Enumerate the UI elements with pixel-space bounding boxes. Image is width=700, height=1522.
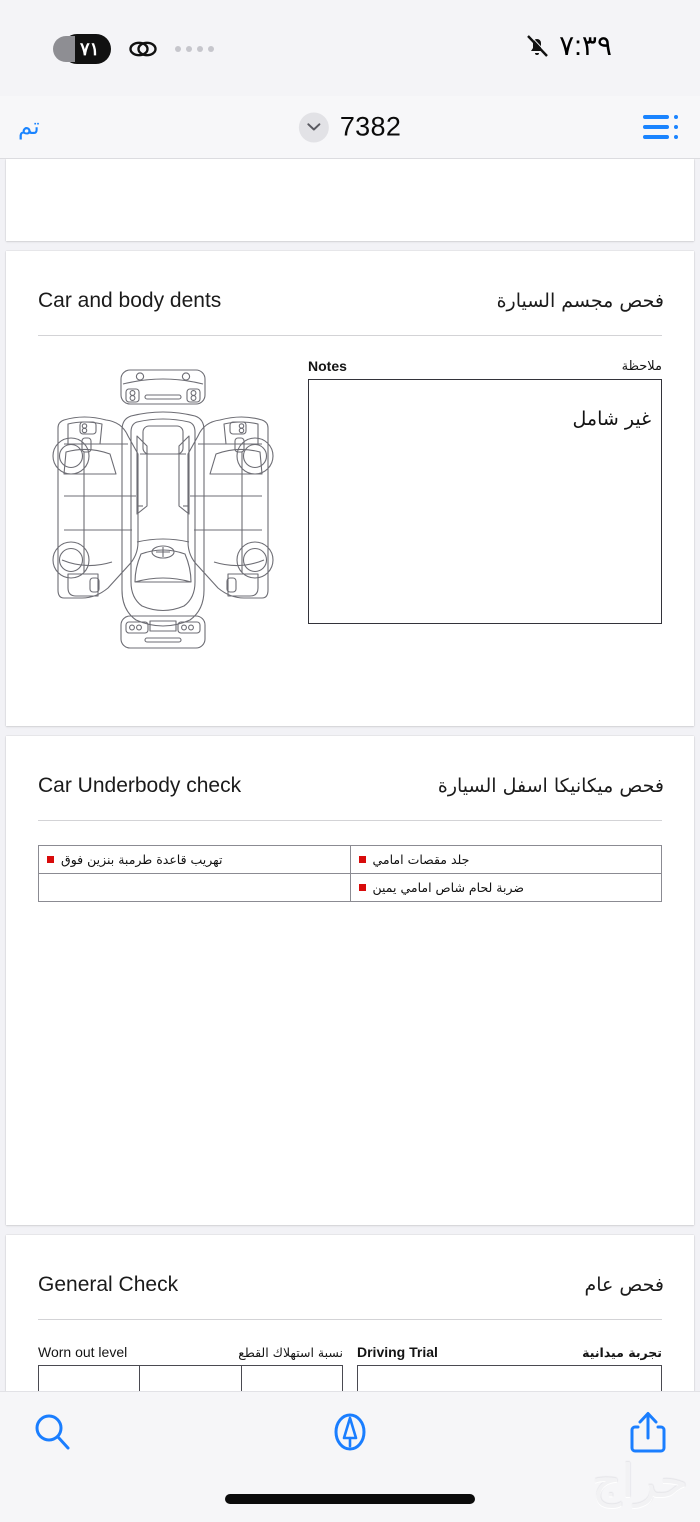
notes-value: غير شامل	[572, 408, 651, 430]
section-header	[6, 736, 694, 798]
column-label-en: Driving Trial	[357, 1344, 438, 1360]
column-label-ar: نسبة استهلاك القطع	[238, 1345, 343, 1360]
cell-content	[359, 880, 654, 895]
done-button[interactable]: تم	[18, 114, 40, 140]
notes-label-en: Notes	[308, 358, 347, 374]
notes-label-ar: ملاحظة	[621, 359, 662, 374]
toolbar-icons-row	[0, 1392, 700, 1478]
table-cell-right	[350, 846, 662, 874]
section-general-check	[6, 1235, 694, 1392]
red-marker-icon	[47, 856, 54, 863]
section-title-en: General Check	[38, 1273, 179, 1296]
status-bar	[0, 0, 700, 96]
bell-muted-icon	[524, 32, 550, 60]
dents-body	[6, 336, 694, 726]
site-watermark: حراج	[591, 1454, 688, 1508]
cell-text: ضربة لحام شاص امامي يمين	[372, 880, 524, 895]
list-menu-icon[interactable]	[638, 112, 678, 142]
title-group[interactable]	[299, 112, 401, 143]
table-cell-left	[39, 846, 351, 874]
underbody-table-wrap	[6, 821, 694, 1225]
document-scroll-area[interactable]	[0, 159, 700, 1392]
column-label-ar: تجربة ميدانية	[582, 1345, 662, 1360]
column-header	[357, 1344, 662, 1360]
status-bar-right	[524, 32, 612, 60]
status-bar-left	[62, 34, 214, 64]
cell-text: جلد مقصات امامي	[372, 852, 470, 867]
general-column-driving-trial	[357, 1344, 662, 1392]
table-row	[39, 874, 662, 902]
share-icon[interactable]	[620, 1404, 676, 1460]
red-marker-icon	[359, 884, 366, 891]
grid-cell	[358, 1366, 661, 1392]
underbody-check-table	[38, 845, 662, 902]
section-title-ar: فحص عام	[584, 1274, 664, 1296]
link-icon	[128, 37, 158, 61]
bottom-toolbar	[0, 1391, 700, 1522]
worn-out-grid	[38, 1365, 343, 1392]
section-title-ar: فحص مجسم السيارة	[496, 290, 664, 312]
section-title-ar: فحص ميكانيكا اسفل السيارة	[437, 775, 664, 797]
notes-textarea[interactable]	[308, 379, 662, 624]
cell-content	[47, 852, 342, 867]
driving-trial-grid	[357, 1365, 662, 1392]
document-page-partial	[6, 159, 694, 241]
car-body-diagram	[38, 358, 288, 654]
notes-block	[298, 358, 662, 654]
grid-cell	[140, 1366, 241, 1392]
column-label-en: Worn out level	[38, 1344, 128, 1360]
section-title-en: Car and body dents	[38, 289, 222, 312]
badge-label: ٧١	[80, 38, 100, 59]
general-check-body	[6, 1320, 694, 1392]
search-icon[interactable]	[24, 1404, 80, 1460]
dynamic-island-badge	[62, 34, 111, 64]
home-indicator[interactable]	[225, 1494, 475, 1504]
more-dots-icon	[175, 46, 214, 52]
chevron-down-icon[interactable]	[299, 112, 329, 142]
section-header	[6, 1235, 694, 1297]
section-car-body-dents	[6, 251, 694, 726]
table-cell-left	[39, 874, 351, 902]
markup-pen-icon[interactable]	[322, 1404, 378, 1460]
general-columns	[38, 1344, 662, 1392]
cell-text: تهريب قاعدة طرمبة بنزين فوق	[61, 852, 223, 867]
general-column-worn-out	[38, 1344, 343, 1392]
section-car-underbody-check	[6, 736, 694, 1225]
status-time: ٧:٣٩	[559, 30, 612, 61]
page-title: 7382	[339, 111, 402, 142]
table-cell-right	[350, 874, 662, 902]
section-title-en: Car Underbody check	[38, 774, 242, 797]
red-marker-icon	[359, 856, 366, 863]
navigation-bar	[0, 96, 700, 159]
notes-header	[308, 358, 662, 374]
section-header	[6, 251, 694, 313]
cell-content	[359, 852, 654, 867]
grid-cell	[242, 1366, 342, 1392]
grid-cell	[39, 1366, 140, 1392]
table-row	[39, 846, 662, 874]
column-header	[38, 1344, 343, 1360]
